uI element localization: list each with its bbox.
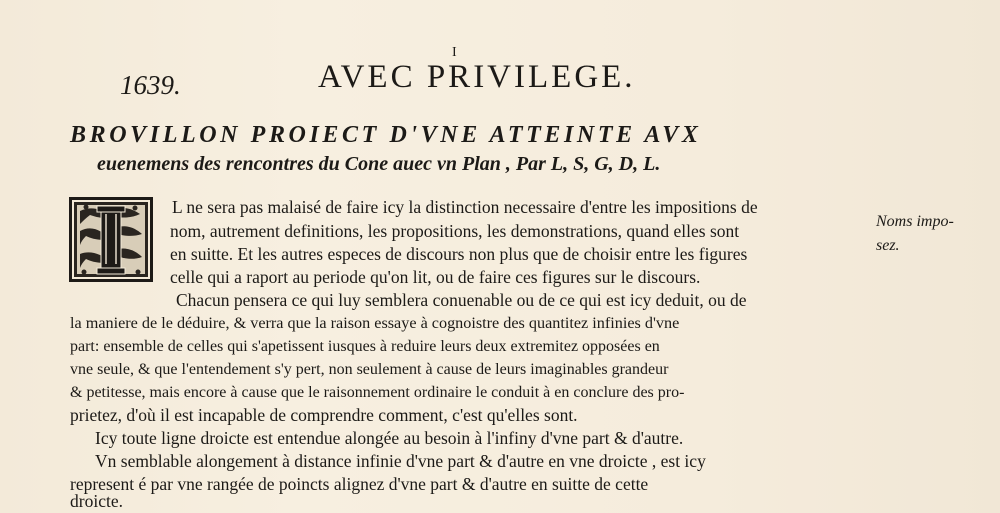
title-line-1: BROVILLON PROIECT D'VNE ATTEINTE AVX: [70, 122, 702, 148]
title-line-2: euenemens des rencontres du Cone auec vn Plan , Par L, S, G, D, L.: [97, 153, 661, 175]
body-line: droicte.: [70, 491, 123, 511]
body-line: en suitte. Et les autres especes de discours non plus que de choisir entre les figures: [170, 244, 748, 264]
body-line: Chacun pensera ce qui luy semblera conuenable ou de ce qui est icy deduit, ou de: [176, 290, 747, 310]
body-line: la maniere de le déduire, & verra que la raison essaye à cognoistre des quantitez infinies d'vne: [70, 314, 680, 332]
body-line: & petitesse, mais encore à cause que le raisonnement ordinaire le conduit à en conclure des pro-: [70, 384, 685, 401]
margin-note-line-1: Noms impo-: [876, 213, 954, 230]
body-line: vne seule, & que l'entendement s'y pert, non seulement à cause de leurs imaginables grandeur: [70, 361, 669, 378]
publication-year: 1639.: [120, 70, 181, 100]
body-line: part: ensemble de celles qui s'apetissent iusques à reduire leurs deux extremitez opposées en: [70, 338, 660, 355]
body-line: Icy toute ligne droicte est entendue alongée au besoin à l'infiny d'vne part & d'autre.: [95, 428, 684, 448]
body-line: Vn semblable alongement à distance infinie d'vne part & d'autre en vne droicte , est icy: [95, 451, 706, 471]
body-line: prietez, d'où il est incapable de comprendre comment, c'est qu'elles sont.: [70, 405, 578, 425]
body-line: celle qui a raport au periode qu'on lit, ou de faire ces figures sur le discours.: [170, 267, 701, 287]
body-line: nom, autrement definitions, les propositions, les demonstrations, quand elles sont: [170, 221, 740, 241]
running-title: AVEC PRIVILEGE.: [318, 59, 636, 95]
body-line: represent é par vne rangée de poincts alignez d'vne part & d'autre en suitte de cette: [70, 474, 649, 494]
body-line: L ne sera pas malaisé de faire icy la distinction necessaire d'entre les impositions de: [172, 197, 758, 217]
page-number: I: [452, 45, 457, 60]
margin-note-line-2: sez.: [876, 237, 900, 254]
